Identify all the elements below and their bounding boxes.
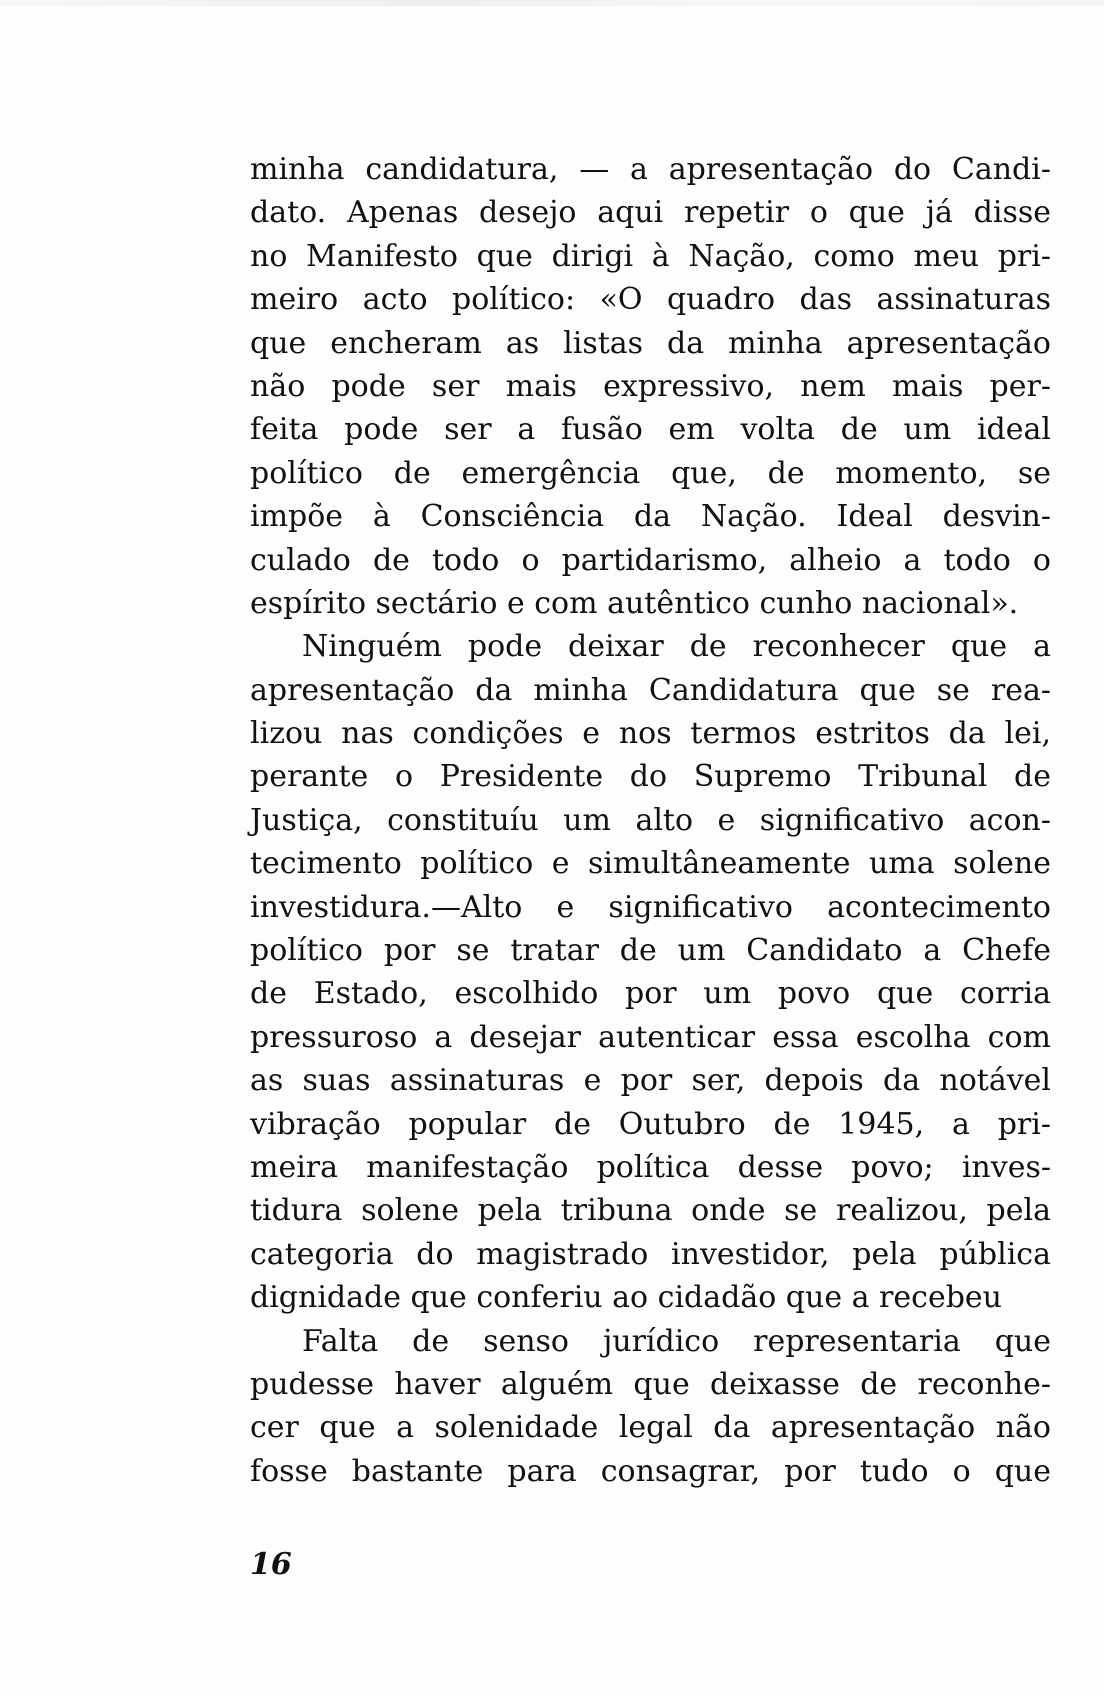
text-line: no Manifesto que dirigi à Nação, como meu pri- — [250, 238, 1051, 274]
text-line: espírito sectário e com autêntico cunho nacional». — [250, 585, 1019, 621]
text-line: que encheram as listas da minha apresentação — [250, 325, 1051, 361]
text-line: Falta de senso jurídico representaria que — [302, 1323, 1051, 1359]
text-line: de Estado, escolhido por um povo que corria — [250, 976, 1051, 1012]
scan-edge — [0, 0, 1104, 6]
text-line: as suas assinaturas e por ser, depois da notável — [250, 1063, 1051, 1099]
text-line: dignidade que conferiu ao cidadão que a recebeu — [250, 1280, 1002, 1316]
text-line: minha candidatura, — a apresentação do Candi- — [250, 152, 1051, 187]
text-line: Ninguém pode deixar de reconhecer que a — [302, 629, 1051, 665]
text-line: político por se tratar de um Candidato a Chefe — [250, 933, 1051, 969]
text-line: político de emergência que, de momento, se — [250, 455, 1051, 491]
text-line: investidura.—Alto e significativo acontecimento — [250, 889, 1051, 925]
text-line: Justiça, constituíu um alto e significativo acon- — [250, 802, 1051, 838]
body-text — [250, 148, 1051, 1493]
text-line: lizou nas condições e nos termos estritos da lei, — [250, 716, 1051, 752]
text-line: pressuroso a desejar autenticar essa escolha com — [250, 1019, 1051, 1055]
text-line: vibração popular de Outubro de 1945, a pri- — [250, 1106, 1051, 1142]
text-line: tidura solene pela tribuna onde se realizou, pela — [250, 1193, 1051, 1229]
text-line: feita pode ser a fusão em volta de um ideal — [250, 412, 1051, 448]
page-number: 16 — [250, 1547, 292, 1582]
text-line: meiro acto político: «O quadro das assinaturas — [250, 282, 1051, 318]
text-line: pudesse haver alguém que deixasse de reconhe- — [250, 1366, 1051, 1402]
text-line: impõe à Consciência da Nação. Ideal desvin- — [250, 499, 1051, 535]
text-line: tecimento político e simultâneamente uma solene — [250, 846, 1051, 882]
text-line: perante o Presidente do Supremo Tribunal de — [250, 759, 1051, 795]
text-line: fosse bastante para consagrar, por tudo o que — [250, 1453, 1051, 1489]
text-line: apresentação da minha Candidatura que se rea- — [250, 672, 1051, 708]
text-line: não pode ser mais expressivo, nem mais per- — [250, 368, 1051, 404]
text-line: culado de todo o partidarismo, alheio a todo o — [250, 542, 1051, 578]
text-line: dato. Apenas desejo aqui repetir o que já disse — [250, 195, 1051, 231]
text-line: categoria do magistrado investidor, pela pública — [250, 1236, 1051, 1272]
text-line: cer que a solenidade legal da apresentação não — [250, 1410, 1051, 1446]
text-line: meira manifestação política desse povo; inves- — [250, 1149, 1051, 1185]
